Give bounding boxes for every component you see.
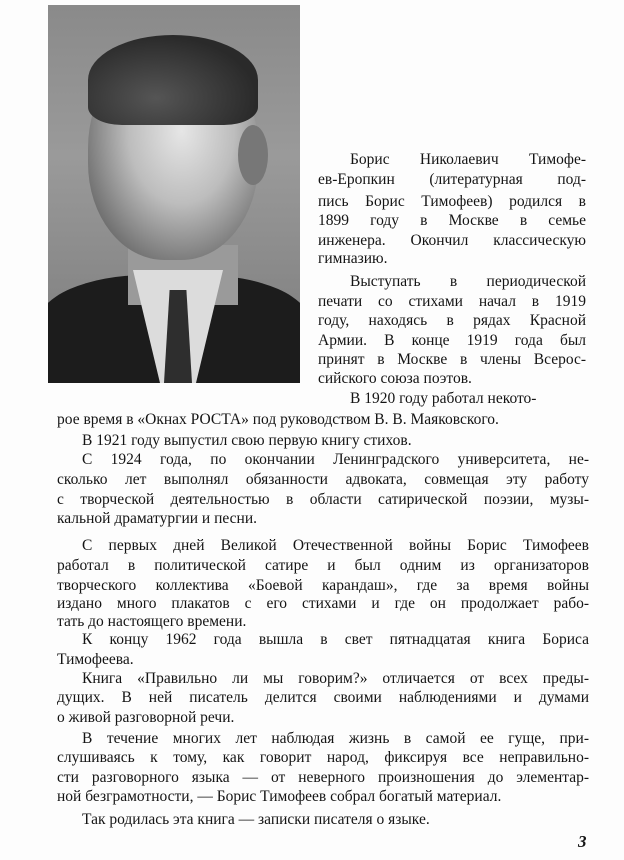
side-text-line: 1899 году в Москве в семье xyxy=(318,212,586,229)
page-number: 3 xyxy=(578,832,587,851)
main-text-line: работал в политической сатире и был одним из организаторов xyxy=(57,557,589,574)
main-text-line: С 1924 года, по окончании Ленинградского университета, не- xyxy=(82,451,589,468)
main-text-line: слушиваясь к тому, как говорит народ, фиксируя все неправильно- xyxy=(57,749,589,766)
side-text-line: инженера. Окончил классическую xyxy=(318,232,586,249)
side-text-line: В 1920 году работал некото- xyxy=(350,390,537,407)
side-text-line: году, находясь в рядах Красной xyxy=(318,312,586,329)
main-text-line: издано много плакатов с его стихами и где он продолжает рабо- xyxy=(57,595,589,612)
main-text-line: кальной драматургии и песни. xyxy=(57,510,257,527)
main-text-line: С первых дней Великой Отечественной войны Борис Тимофеев xyxy=(82,537,589,554)
side-text-line: гимназию. xyxy=(318,250,388,267)
main-text-line: тать до настоящего времени. xyxy=(57,613,247,630)
main-text-line: В течение многих лет наблюдая жизнь в самой ее гуще, при- xyxy=(82,730,589,747)
main-text-line: Тимофеева. xyxy=(57,651,134,668)
side-text-line: Борис Николаевич Тимофе- xyxy=(350,151,586,168)
main-text-line: рое время в «Окнах РОСТА» под руководством В. В. Маяковского. xyxy=(57,411,499,428)
portrait-hair xyxy=(88,35,258,125)
side-text-line: принят в Москве в члены Всерос- xyxy=(318,351,586,368)
main-text-line: дущих. В ней писатель делится своими наблюдениями и думами xyxy=(57,689,589,706)
main-text-line: В 1921 году выпустил свою первую книгу стихов. xyxy=(82,432,412,449)
side-text-line: печати со стихами начал в 1919 xyxy=(318,293,586,310)
main-text-line: ной безграмотности, — Борис Тимофеев собрал богатый материал. xyxy=(57,788,502,805)
main-text-line: сколько лет выполнял обязанности адвоката, совмещая эту работу xyxy=(57,471,589,488)
main-text-line: о живой разговорной речи. xyxy=(57,709,235,726)
main-text-line: творческого коллектива «Боевой карандаш», где за время войны xyxy=(57,577,589,594)
side-text-line: Армии. В конце 1919 года был xyxy=(318,332,586,349)
main-text-line: Так родилась эта книга — записки писателя о языке. xyxy=(82,811,430,828)
side-text-line: ев-Еропкин (литературная под- xyxy=(318,171,586,188)
side-text-line: пись Борис Тимофеев) родился в xyxy=(318,193,586,210)
main-text-line: К концу 1962 года вышла в свет пятнадцатая книга Бориса xyxy=(82,631,589,648)
main-text-line: Книга «Правильно ли мы говорим?» отличается от всех преды- xyxy=(82,670,589,687)
side-text-line: сийского союза поэтов. xyxy=(318,370,472,387)
main-text-line: с творческой деятельностью в области сатирической поэзии, музы- xyxy=(57,491,589,508)
side-text-line: Выступать в периодической xyxy=(350,273,586,290)
main-text-line: сти разговорного языка — от неверного произношения до элементар- xyxy=(57,769,589,786)
author-portrait-photo xyxy=(48,5,300,383)
portrait-ear xyxy=(238,125,268,185)
